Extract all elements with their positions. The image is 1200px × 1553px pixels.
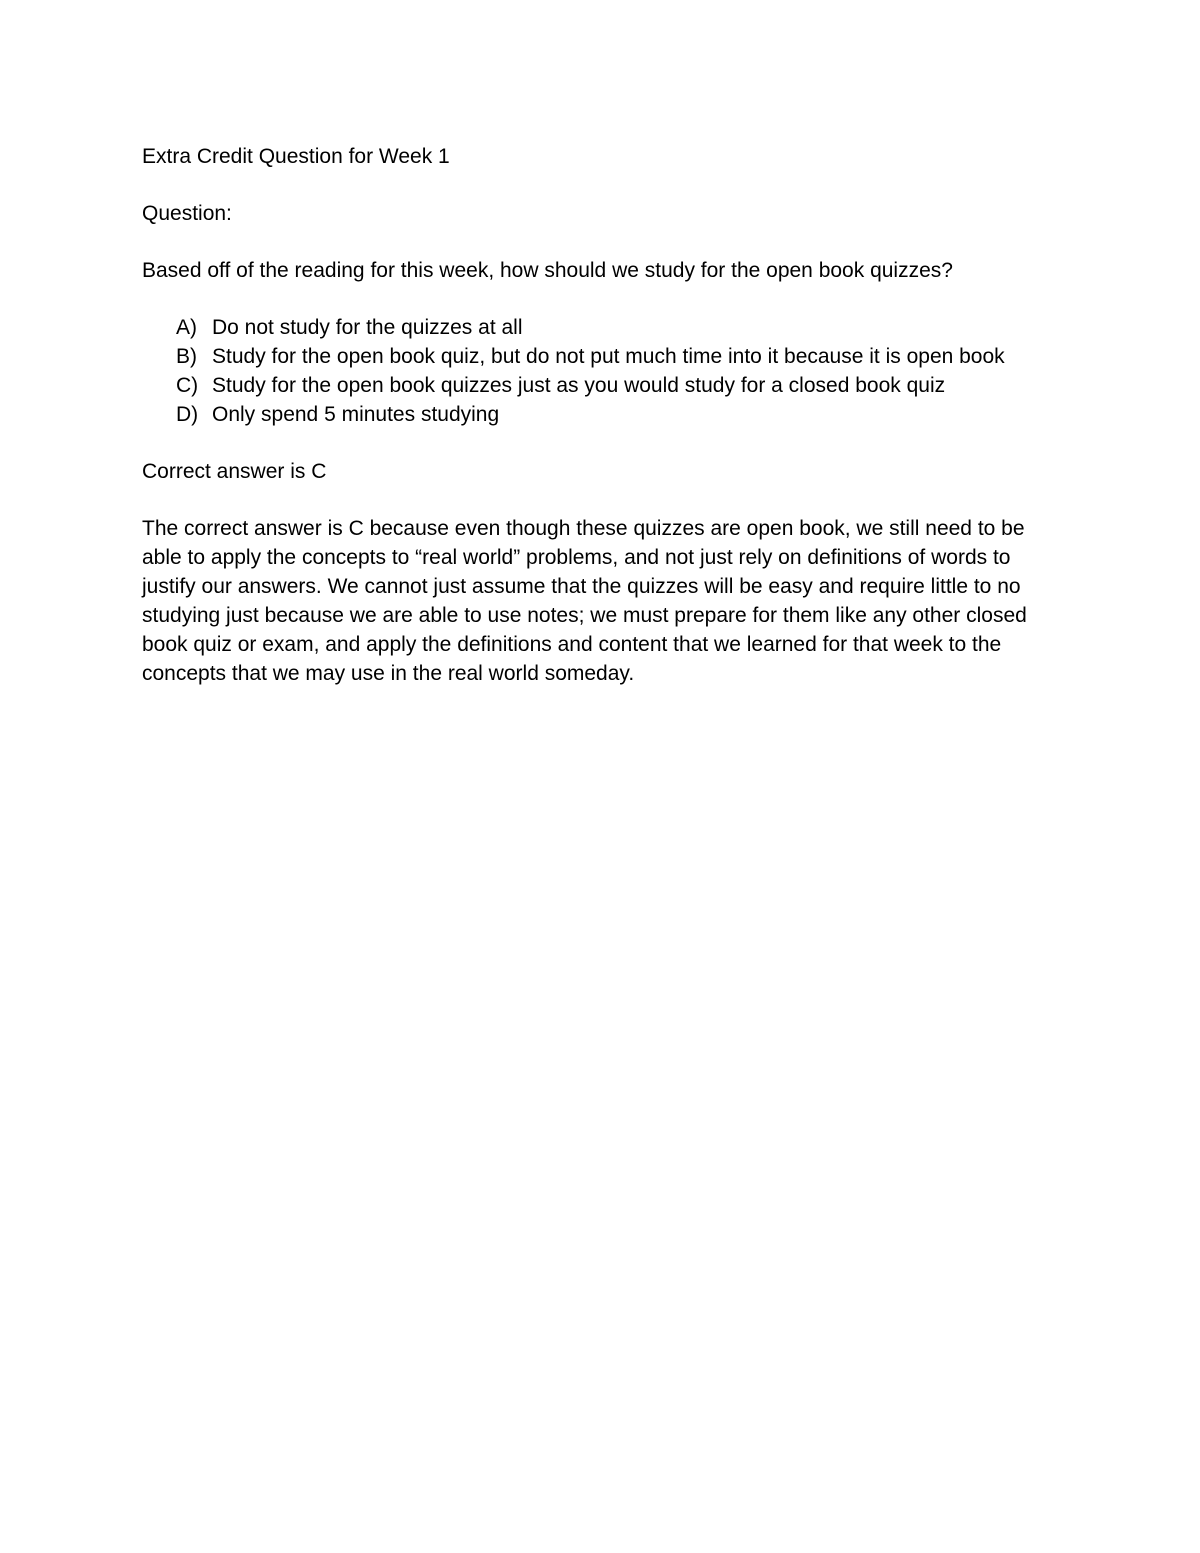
option-letter: C)	[176, 374, 199, 397]
answer-option-b	[142, 342, 1062, 371]
option-letter: B)	[176, 345, 197, 368]
answer-options-list	[142, 313, 1062, 429]
option-text: Study for the open book quiz, but do not put much time into it because it is open book	[212, 345, 1005, 368]
option-letter: A)	[176, 316, 197, 339]
question-heading: Question:	[142, 202, 232, 225]
explanation-paragraph: The correct answer is C because even though these quizzes are open book, we still need to be able to apply the concepts to “real world” problems, and not just rely on definitions of words to justify our answers. We cannot just assume that the quizzes will be easy and require little to no studying just because we are able to use notes; we must prepare for them like any other closed book quiz or exam, and apply the definitions and content that we learned for that week to the concepts that we may use in the real world someday.	[142, 517, 1027, 685]
spacer	[142, 486, 1062, 514]
answer-option-a	[142, 313, 1062, 342]
option-text: Do not study for the quizzes at all	[212, 316, 523, 339]
option-text: Study for the open book quizzes just as you would study for a closed book quiz	[212, 374, 946, 397]
option-text: Only spend 5 minutes studying	[212, 403, 500, 426]
spacer	[142, 171, 1062, 199]
spacer	[142, 228, 1062, 256]
spacer	[142, 285, 1062, 313]
spacer	[142, 429, 1062, 457]
question-text: Based off of the reading for this week, how should we study for the open book quizzes?	[142, 259, 953, 282]
document-body	[142, 142, 1062, 688]
correct-answer-line: Correct answer is C	[142, 460, 327, 483]
answer-option-d	[142, 400, 1062, 429]
answer-option-c	[142, 371, 1062, 400]
option-letter: D)	[176, 403, 199, 426]
document-title: Extra Credit Question for Week 1	[142, 145, 450, 168]
